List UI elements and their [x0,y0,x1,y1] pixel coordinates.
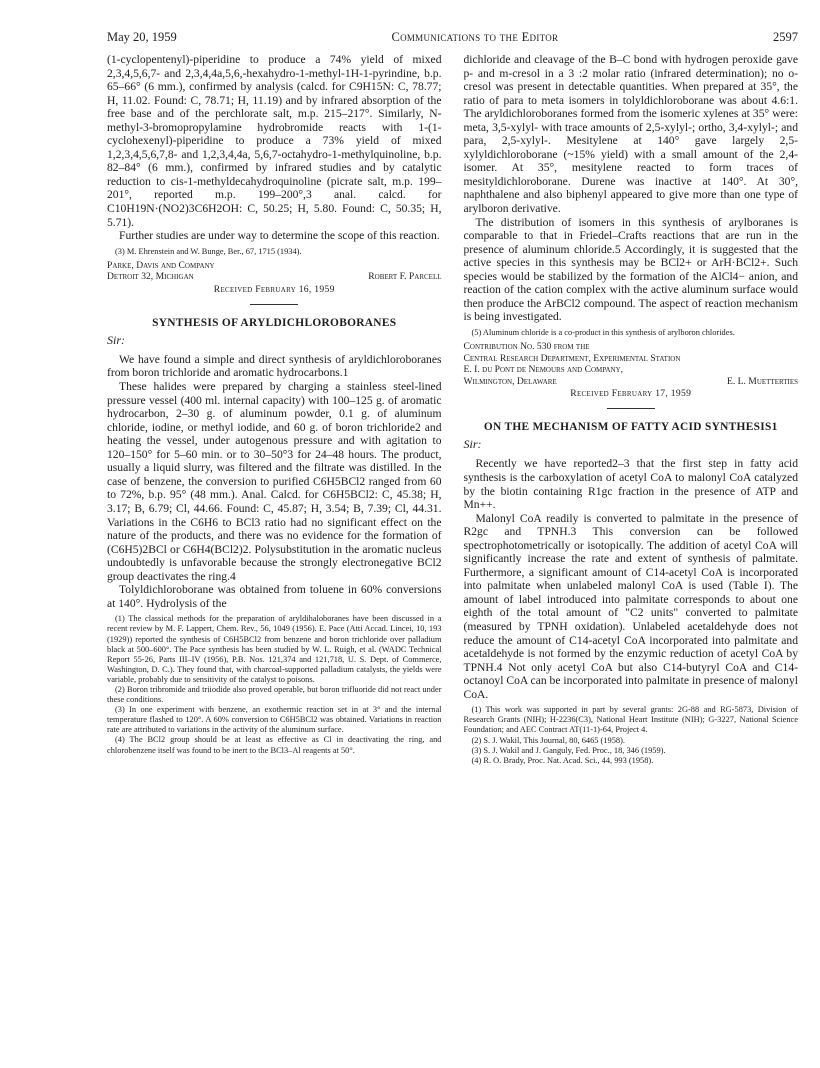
footnote: (5) Aluminum chloride is a co-product in this synthesis of arylboron chlorides. [471,327,735,337]
salutation: Sir: [107,332,125,347]
section-divider [607,408,655,409]
sig-city: Wilmington, Delaware [463,375,557,387]
article-paragraph: The distribution of isomers in this synthesis of arylboranes is comparable to that in Friedel–Crafts reactions that are run in the presence of aluminum chloride.5 Accordingly, it is suggested that the active species in this synthesis may be BCl2+ or ArH·BCl2+. Such species would be stabilized by the formation of the AlCl4− anion, and reaction of the cation complex with the active aluminum surface would then produce the ArBCl2 compound. The aspect of reaction mechanism is being investigated. [463,215,798,324]
footnote: (3) S. J. Wakil and J. Ganguly, Fed. Proc., 18, 346 (1959). [471,745,666,755]
salutation: Sir: [463,437,482,452]
received-date: Received February 16, 1959 [213,283,335,295]
sig-line: E. I. du Pont de Nemours and Company, [463,364,624,376]
footnotes-prev-article [107,247,442,257]
footnote: (3) In one experiment with benzene, an exothermic reaction set in at 3° and the internal temperature flashed to 120°. A 60% conversion to C6H5BCl2 was obtained. Variations in reaction rate are attributed to variations in the activity of the aluminum surface. [107,705,442,735]
running-header [107,30,798,45]
article-paragraph: Malonyl CoA readily is converted to palmitate in the presence of R2gc and TPNH.3 This conversion can be followed spectrophotometrically or isotopically. The addition of acetyl CoA will significantly increase the rate and extent of synthesis of palmitate. Furthermore, a significant amount of C14-acetyl CoA is incorporated into palmitate when unlabeled malonyl CoA is used (Table I). The amount of label introduced into palmitate corresponds to about one eighth of the total amount of "C2 units" converted to palmitate (measured by TPNH oxidation). Unlabeled acetaldehyde does not reduce the amount of C14-acetyl CoA incorporated into palmitate and acetaldehyde is not formed by the enzymic reduction of acetyl CoA by TPNH.4 Not only acetyl CoA but also C14-butyryl CoA and C14-octanoyl CoA can be incorporated into palmitate in presence of malonyl CoA. [463,511,798,701]
sig-city: Detroit 32, Michigan [107,271,194,283]
article-paragraph: We have found a simple and direct synthesis of aryldichloroboranes from boron trichloride and aromatic hydrocarbons.1 [107,352,442,380]
footnotes-aryldichloroboranes-cont [464,328,799,338]
footnote-3-ehrenstein: (3) M. Ehrenstein and W. Bunge, Ber., 67, 1715 (1934). [115,246,302,256]
footnote: (4) The BCl2 group should be at least as effective as Cl in deactivating the ring, and chlorobenzene itself was found to be inert to the BCl3–Al reagents at 50°. [107,735,442,755]
sig-line: Central Research Department, Experimental Station [463,352,681,364]
article-title-fatty-acid-synthesis: ON THE MECHANISM OF FATTY ACID SYNTHESIS1 [483,421,778,434]
left-column [107,53,442,769]
article-paragraph: Recently we have reported2–3 that the first step in fatty acid synthesis is the carboxylation of acetyl CoA to malonyl CoA catalyzed by the biotin containing R1gc fraction in the presence of ATP and Mn++. [463,457,798,512]
header-title: Communications to the Editor [391,30,559,44]
author-signature-parcell [107,260,442,283]
sig-row [107,271,442,283]
footnotes-fatty-acid [464,705,799,766]
sig-company: Parke, Davis and Company [107,259,215,271]
footnote: (1) This work was supported in part by several grants: 2G-88 and RG-5873, Division of Research Grants (NIH); H-2236(C3), National Heart Institute (NIH); G-3227, National Science Foundation; and AEC Contract AT(11-1)-64, Project 4. [463,705,798,735]
sig-row [464,376,799,388]
right-column [464,53,799,769]
received-date: Received February 17, 1959 [570,388,692,400]
header-page-number: 2597 [773,30,798,44]
section-divider [250,304,298,305]
article-paragraph: Tolyldichloroborane was obtained from toluene in 60% conversions at 140°. Hydrolysis of the [107,583,442,610]
footnote: (2) Boron tribromide and triiodide also proved operable, but boron trifluoride did not react under these conditions. [107,684,442,705]
article-paragraph: These halides were prepared by charging a stainless steel-lined pressure vessel (400 ml. internal capacity) with 100–125 g. of aromatic hydrocarbon, 2–30 g. of aluminum powder, 0.1 g. of aluminum chloride, iodine, or methyl iodide, and 60 g. of boron trichloride2 and heating the vessel, under autogenous pressure and with agitation to 120–150° for 5–60 min. or to 30–50°3 for 24–48 hours. The product, usually a liquid slurry, was filtered and the filtrate was distilled. In the case of benzene, the conversion to purified C6H5BCl2 ranged from 60 to 72%, b.p. 95° (48 mm.). Anal. Calcd. for C6H5BCl2: C, 45.38; H, 3.17; B, 6.79; Cl, 44.66. Found: C, 45.87; H, 3.54; B, 7.39; Cl, 44.31. Variations in the C6H6 to BCl3 ratio had no significant effect on the nature of the products, and there was no evidence for the formation of (C6H5)2BCl or C6H4(BCl2)2. Polysubstitution in the aromatic nucleus undoubtedly is unfavorable because the strongly electronegative BCl2 group deactivates the ring.4 [107,380,442,583]
footnote: (2) S. J. Wakil, This Journal, 80, 6465 (1958). [471,735,625,745]
sig-author: E. L. Muetterties [726,375,798,387]
two-column-body [107,53,798,769]
footnote: (1) The classical methods for the preparation of aryldihaloboranes have been discussed in a recent review by M. F. Lappert, Chem. Rev., 56, 1049 (1956). E. Pace (Atti Accad. Lincei, 10, 193 (1929)) reported the synthesis of C6H5BCl2 from benzene and boron trichloride over palladium black at 500–600°. The Pace synthesis has been studied by W. L. Ruigh, et al. (WADC Technical Report 55-26, Parts III–IV (1956), P.B. Nos. 121,374 and 121,718, U. S. Dept. of Commerce, Washington, D. C.). They found that, with charcoal-supported palladium catalysts, the yields were variable, probably due to sensitivity of the catalyst to poisons. [107,614,442,684]
header-date: May 20, 1959 [107,30,177,44]
article-title-aryldichloroboranes: SYNTHESIS OF ARYLDICHLOROBORANES [152,316,397,329]
continued-paragraph: (1-cyclopentenyl)-piperidine to produce a 74% yield of mixed 2,3,4,5,6,7- and 2,3,4,4a,5,6,-hexahydro-1-methyl-1H-1-pyrindine, b.p. 65–66° (6 mm.), confirmed by analysis (calcd. for C9H15N: C, 78.77; H, 11.02. Found: C, 78.71; H, 11.19) and by infrared absorption of the free base and of the perchlorate salt, m.p. 215–217°. Similarly, N-methyl-3-bromopropylamine hydrobromide reacts with 1-(1-cyclohexenyl)-piperidine to produce a 73% yield of mixed 1,2,3,4,5,6,7,8- and 1,2,3,4,4a, 5,6,7-octahydro-1-methylquinoline, b.p. 82–84° (6 mm.), confirmed by infrared studies and by catalytic reduction to cis-1-methyldecahydroquinoline (picrate salt, m.p. 199–201°, reported m.p. 199–200°,3 anal. calcd. for C10H19N·(NO2)3C6H2OH: C, 50.25; H, 5.80. Found: C, 50.35; H, 5.71). [107,53,442,229]
footnotes-aryldichloroboranes [107,614,442,755]
continued-paragraph: dichloride and cleavage of the B–C bond with hydrogen peroxide gave p- and m-cresol in a 3 :2 molar ratio (infrared determination); no o-cresol was present in detectable quantities. When prepared at 35°, the ratio of para to meta isomers in tolyldichloroborane was about 4.6:1. The aryldichloroboranes formed from the isomeric xylenes at 35° were: meta, 3,5-xylyl- with trace amounts of 2,5-xylyl-; ortho, 3,4-xylyl-; and para, 2,5-xylyl-. Mesitylene at 140° gave largely 2,5-xylyldichloroborane (~15% yield) with a small amount of the 2,4- isomer. At 35°, mesitylene reacted to form traces of mesityldichloroborane. Durene was inactive at 140°. At 30°, naphthalene and also biphenyl appeared to give more than one type of arylboron derivative. [463,53,798,216]
footnote: (4) R. O. Brady, Proc. Nat. Acad. Sci., 44, 993 (1958). [471,755,654,765]
sig-line: Contribution No. 530 from the [463,341,590,353]
further-studies-paragraph: Further studies are under way to determine the scope of this reaction. [119,229,440,243]
sig-author: Robert F. Parcell [368,271,442,283]
author-signature-muetterties [464,341,799,387]
